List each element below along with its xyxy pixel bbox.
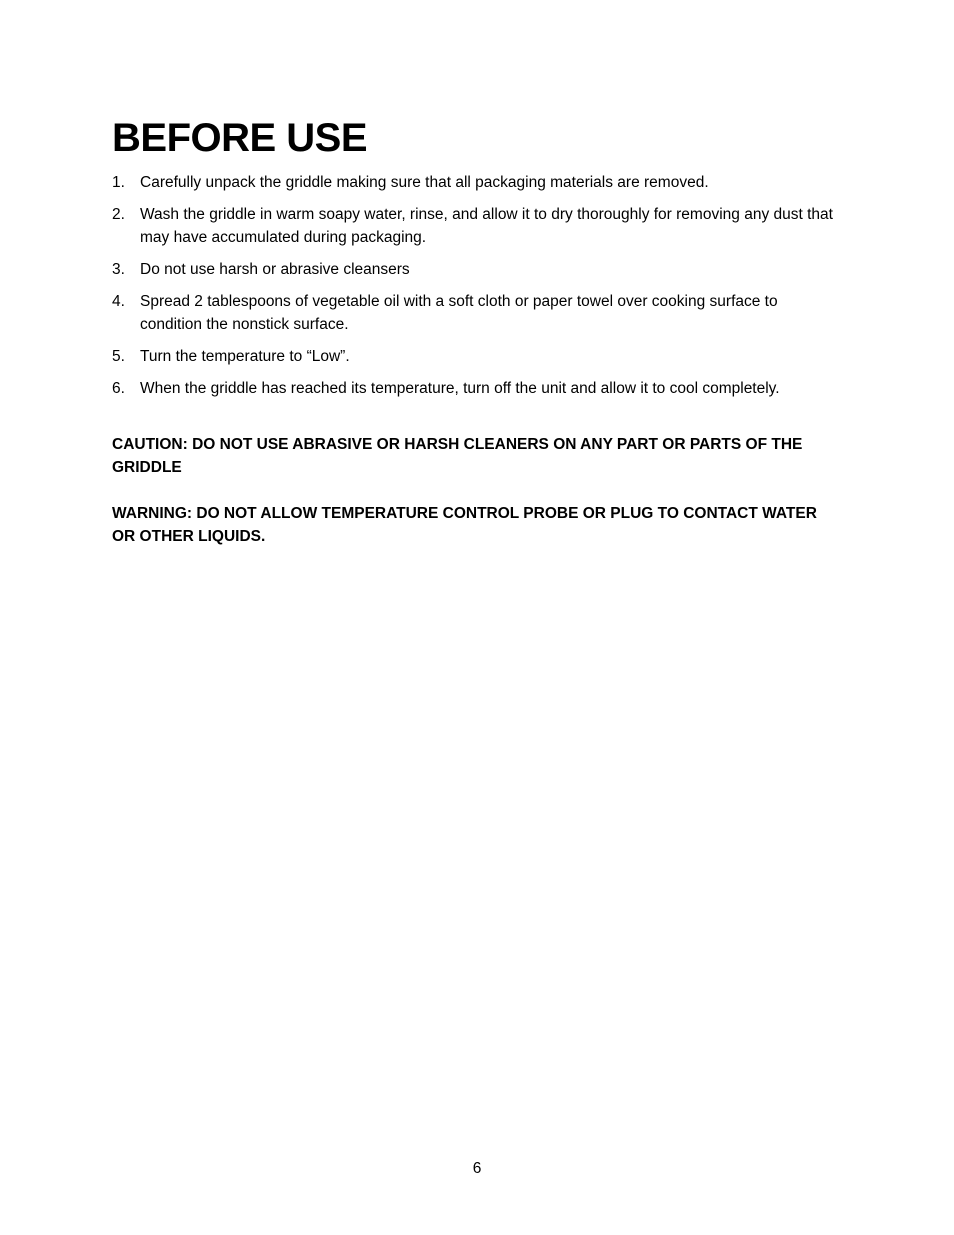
step-number: 4. bbox=[112, 293, 125, 310]
page-number: 6 bbox=[472, 1160, 482, 1177]
list-item bbox=[112, 377, 842, 400]
step-text: Wash the griddle in warm soapy water, rinse, and allow it to dry thoroughly for removing any dust that may have accumulated during packaging. bbox=[140, 206, 833, 246]
step-text: Do not use harsh or abrasive cleansers bbox=[140, 261, 410, 278]
warning-notice: WARNING: DO NOT ALLOW TEMPERATURE CONTROL PROBE OR PLUG TO CONTACT WATER OR OTHER LIQUIDS. bbox=[112, 505, 817, 545]
step-text: Turn the temperature to “Low”. bbox=[140, 348, 350, 365]
step-text: Spread 2 tablespoons of vegetable oil with a soft cloth or paper towel over cooking surface to condition the nonstick surface. bbox=[140, 293, 778, 333]
step-number: 2. bbox=[112, 206, 125, 223]
list-item bbox=[112, 345, 842, 368]
list-item bbox=[112, 171, 842, 194]
list-item bbox=[112, 258, 842, 281]
instruction-list bbox=[112, 171, 842, 400]
step-number: 1. bbox=[112, 174, 125, 191]
step-text: Carefully unpack the griddle making sure that all packaging materials are removed. bbox=[140, 174, 709, 191]
step-number: 5. bbox=[112, 348, 125, 365]
step-number: 3. bbox=[112, 261, 125, 278]
page-content bbox=[112, 114, 842, 548]
step-number: 6. bbox=[112, 380, 125, 397]
caution-notice: CAUTION: DO NOT USE ABRASIVE OR HARSH CLEANERS ON ANY PART OR PARTS OF THE GRIDDLE bbox=[112, 436, 803, 476]
page-title: BEFORE USE bbox=[112, 116, 368, 160]
list-item bbox=[112, 203, 842, 249]
step-text: When the griddle has reached its temperature, turn off the unit and allow it to cool completely. bbox=[140, 380, 780, 397]
list-item bbox=[112, 290, 842, 336]
